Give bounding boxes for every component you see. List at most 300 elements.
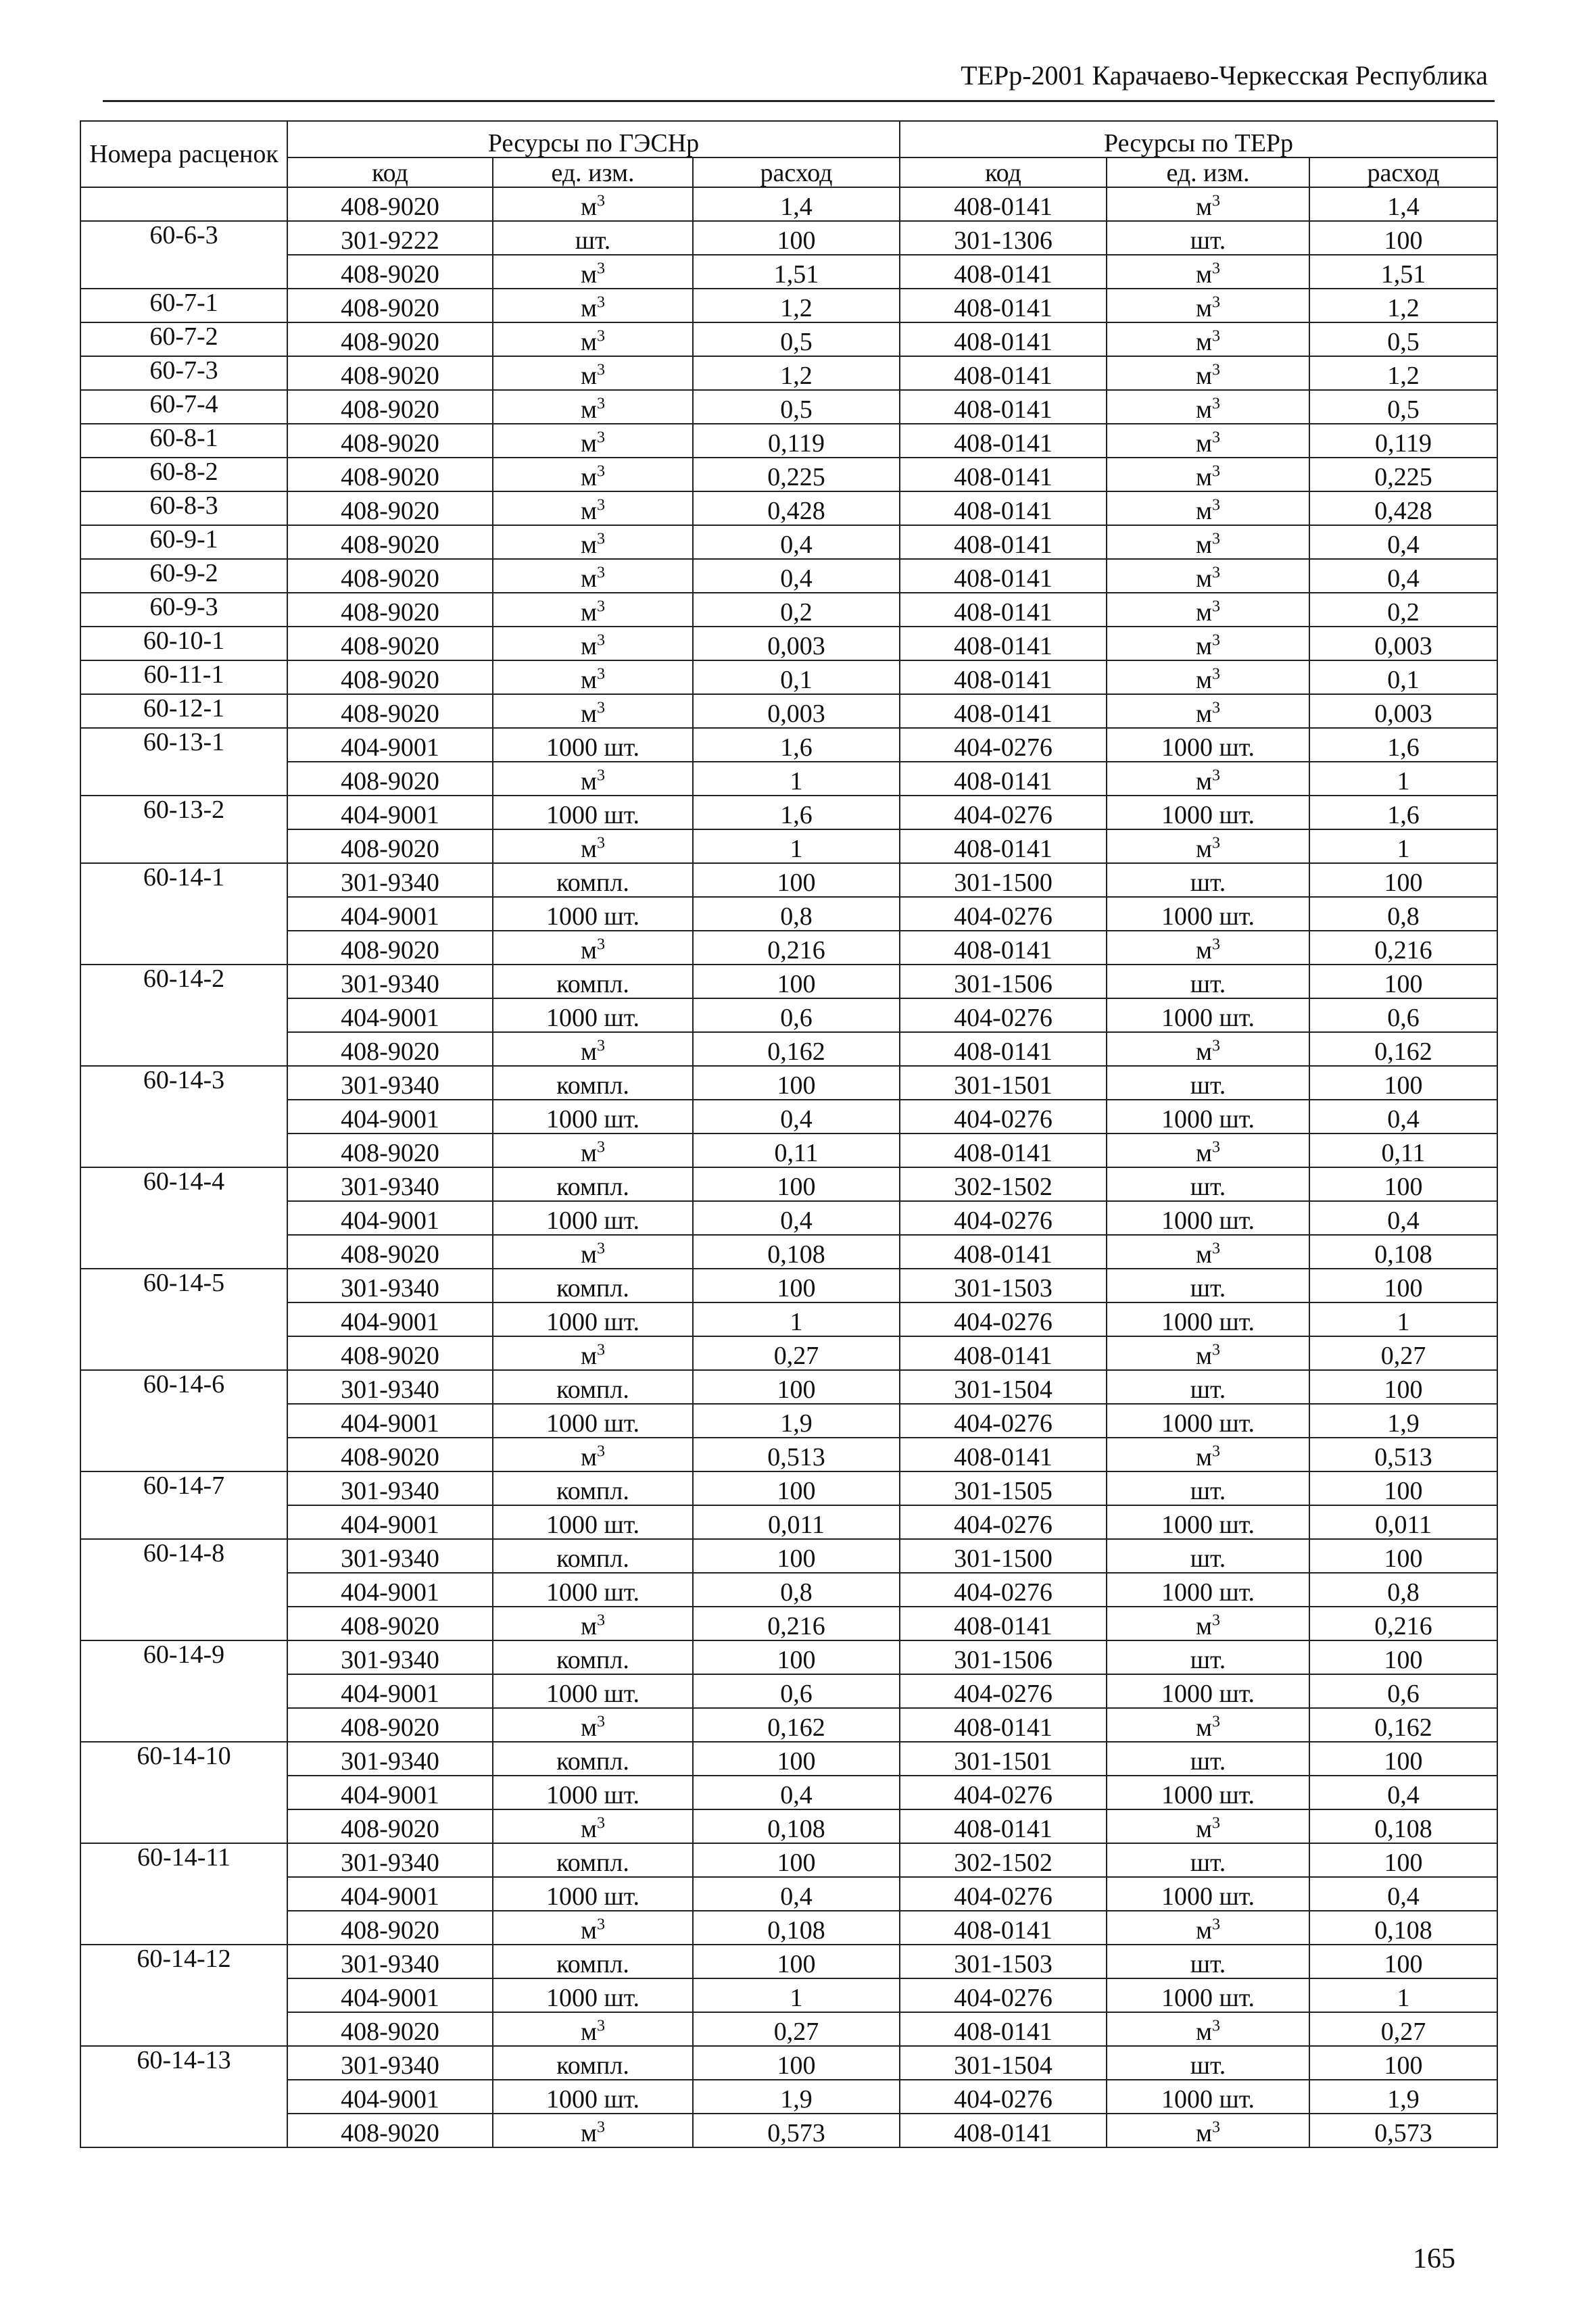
cell-gesn-unit: $м^3$: [493, 525, 693, 559]
cell-gesn-code: 408-9020: [287, 458, 493, 491]
rate-number-cell: 60-14-10: [80, 1742, 287, 1843]
rate-number-cell: 60-14-11: [80, 1843, 287, 1945]
table-subheader-row: [80, 157, 1497, 187]
cell-ter-code: 408-0141: [900, 255, 1107, 289]
table-row: [80, 1100, 1497, 1134]
cell-ter-unit: шт.: [1107, 1843, 1309, 1877]
cell-gesn-code: 408-9020: [287, 593, 493, 627]
cell-gesn-unit: компл.: [493, 1945, 693, 1978]
col-header-ter-code: код: [900, 157, 1107, 187]
cell-ter-unit: $м^3$: [1107, 1607, 1309, 1640]
cell-ter-code: 408-0141: [900, 1336, 1107, 1370]
cell-ter-qty: 1,9: [1309, 2080, 1497, 2114]
cell-gesn-unit: 1000 шт.: [493, 1674, 693, 1708]
rate-number-cell: 60-14-6: [80, 1370, 287, 1471]
cell-gesn-unit: компл.: [493, 1742, 693, 1776]
cell-gesn-code: 404-9001: [287, 998, 493, 1032]
table-row: [80, 863, 1497, 897]
cell-gesn-qty: 0,4: [693, 559, 900, 593]
cell-ter-unit: 1000 шт.: [1107, 897, 1309, 931]
cell-gesn-code: 408-9020: [287, 627, 493, 660]
cell-ter-qty: 100: [1309, 965, 1497, 998]
cell-gesn-unit: шт.: [493, 221, 693, 255]
cell-ter-qty: 100: [1309, 221, 1497, 255]
cell-gesn-unit: $м^3$: [493, 829, 693, 863]
cell-ter-code: 301-1500: [900, 1539, 1107, 1573]
rate-number-cell: 60-8-1: [80, 424, 287, 458]
cell-gesn-code: 404-9001: [287, 1201, 493, 1235]
cell-gesn-code: 408-9020: [287, 187, 493, 221]
cell-ter-code: 408-0141: [900, 356, 1107, 390]
cell-ter-code: 404-0276: [900, 1573, 1107, 1607]
cell-gesn-unit: $м^3$: [493, 1809, 693, 1843]
rate-number-cell: 60-8-3: [80, 491, 287, 525]
table-row: [80, 1776, 1497, 1809]
cell-ter-qty: 1,4: [1309, 187, 1497, 221]
rate-number-cell: 60-14-1: [80, 863, 287, 965]
cell-ter-qty: 100: [1309, 863, 1497, 897]
cell-gesn-qty: 100: [693, 1539, 900, 1573]
cell-ter-qty: 0,5: [1309, 322, 1497, 356]
table-row: [80, 255, 1497, 289]
cell-ter-unit: шт.: [1107, 2046, 1309, 2080]
cell-ter-unit: 1000 шт.: [1107, 1978, 1309, 2012]
cell-gesn-unit: $м^3$: [493, 2012, 693, 2046]
cell-ter-qty: 100: [1309, 1167, 1497, 1201]
cell-ter-unit: 1000 шт.: [1107, 1877, 1309, 1911]
cell-ter-code: 301-1501: [900, 1742, 1107, 1776]
table-body: [80, 187, 1497, 2147]
table-row: [80, 1336, 1497, 1370]
cell-gesn-unit: компл.: [493, 1167, 693, 1201]
cell-ter-qty: 0,003: [1309, 694, 1497, 728]
cell-ter-qty: 1,2: [1309, 356, 1497, 390]
col-header-gesn-code: код: [287, 157, 493, 187]
cell-ter-unit: 1000 шт.: [1107, 728, 1309, 762]
cell-gesn-code: 404-9001: [287, 1573, 493, 1607]
cell-ter-qty: 0,8: [1309, 1573, 1497, 1607]
cell-ter-qty: 1,2: [1309, 289, 1497, 322]
cell-gesn-qty: 100: [693, 1945, 900, 1978]
cell-ter-unit: шт.: [1107, 221, 1309, 255]
cell-ter-code: 408-0141: [900, 390, 1107, 424]
cell-gesn-unit: 1000 шт.: [493, 1404, 693, 1438]
table-row: [80, 221, 1497, 255]
cell-gesn-unit: $м^3$: [493, 356, 693, 390]
cell-gesn-unit: 1000 шт.: [493, 1100, 693, 1134]
col-header-gesn-unit: ед. изм.: [493, 157, 693, 187]
cell-ter-qty: 0,6: [1309, 1674, 1497, 1708]
cell-gesn-qty: 100: [693, 1640, 900, 1674]
table-row: [80, 1573, 1497, 1607]
cell-gesn-code: 301-9340: [287, 1370, 493, 1404]
cell-gesn-qty: 0,5: [693, 390, 900, 424]
cell-ter-code: 408-0141: [900, 187, 1107, 221]
cell-ter-qty: 0,4: [1309, 1100, 1497, 1134]
cell-ter-qty: 0,216: [1309, 1607, 1497, 1640]
cell-gesn-qty: 0,003: [693, 694, 900, 728]
cell-ter-unit: 1000 шт.: [1107, 1573, 1309, 1607]
table-row: [80, 1607, 1497, 1640]
cell-gesn-code: 301-9340: [287, 1269, 493, 1302]
table-row: [80, 1640, 1497, 1674]
cell-gesn-qty: 100: [693, 863, 900, 897]
cell-gesn-code: 404-9001: [287, 1877, 493, 1911]
rate-number-cell: 60-14-9: [80, 1640, 287, 1742]
table-row: [80, 1032, 1497, 1066]
cell-gesn-qty: 1: [693, 1302, 900, 1336]
cell-gesn-unit: $м^3$: [493, 762, 693, 796]
cell-gesn-qty: 0,2: [693, 593, 900, 627]
cell-gesn-qty: 0,4: [693, 525, 900, 559]
table-row: [80, 1978, 1497, 2012]
cell-ter-unit: шт.: [1107, 1539, 1309, 1573]
cell-ter-code: 404-0276: [900, 1201, 1107, 1235]
cell-gesn-code: 408-9020: [287, 694, 493, 728]
cell-gesn-code: 301-9340: [287, 1945, 493, 1978]
cell-ter-code: 301-1503: [900, 1945, 1107, 1978]
cell-ter-unit: $м^3$: [1107, 829, 1309, 863]
cell-ter-qty: 1: [1309, 1978, 1497, 2012]
cell-gesn-code: 301-9340: [287, 1066, 493, 1100]
table-header-row: [80, 121, 1497, 157]
cell-gesn-code: 301-9340: [287, 1843, 493, 1877]
cell-ter-code: 404-0276: [900, 1100, 1107, 1134]
table-row: [80, 1877, 1497, 1911]
col-header-numbers: Номера расценок: [80, 121, 287, 187]
cell-gesn-unit: $м^3$: [493, 255, 693, 289]
cell-ter-qty: 0,119: [1309, 424, 1497, 458]
cell-gesn-code: 408-9020: [287, 762, 493, 796]
cell-ter-code: 404-0276: [900, 1302, 1107, 1336]
cell-ter-unit: $м^3$: [1107, 660, 1309, 694]
page-number: 165: [1413, 2243, 1455, 2274]
table-row: [80, 187, 1497, 221]
table-row: [80, 728, 1497, 762]
cell-ter-unit: 1000 шт.: [1107, 1776, 1309, 1809]
cell-gesn-qty: 100: [693, 965, 900, 998]
table-row: [80, 2046, 1497, 2080]
cell-ter-qty: 1,6: [1309, 728, 1497, 762]
cell-gesn-qty: 0,428: [693, 491, 900, 525]
cell-ter-code: 408-0141: [900, 458, 1107, 491]
cell-ter-qty: 100: [1309, 1066, 1497, 1100]
cell-ter-unit: $м^3$: [1107, 525, 1309, 559]
cell-ter-code: 408-0141: [900, 424, 1107, 458]
cell-gesn-code: 408-9020: [287, 322, 493, 356]
rate-number-cell: 60-6-3: [80, 221, 287, 289]
cell-gesn-code: 408-9020: [287, 1235, 493, 1269]
cell-ter-unit: $м^3$: [1107, 1708, 1309, 1742]
cell-ter-unit: шт.: [1107, 1269, 1309, 1302]
cell-gesn-qty: 100: [693, 1843, 900, 1877]
cell-ter-unit: 1000 шт.: [1107, 796, 1309, 829]
col-header-ter-qty: расход: [1309, 157, 1497, 187]
cell-gesn-qty: 1,2: [693, 356, 900, 390]
cell-gesn-code: 301-9340: [287, 1167, 493, 1201]
cell-gesn-qty: 0,225: [693, 458, 900, 491]
cell-gesn-code: 404-9001: [287, 1302, 493, 1336]
cell-ter-unit: шт.: [1107, 1167, 1309, 1201]
rate-number-cell: 60-14-4: [80, 1167, 287, 1269]
cell-ter-qty: 1,9: [1309, 1404, 1497, 1438]
cell-ter-unit: $м^3$: [1107, 2012, 1309, 2046]
cell-ter-unit: 1000 шт.: [1107, 1100, 1309, 1134]
cell-gesn-unit: компл.: [493, 2046, 693, 2080]
cell-gesn-unit: 1000 шт.: [493, 728, 693, 762]
cell-gesn-code: 404-9001: [287, 897, 493, 931]
cell-gesn-qty: 0,216: [693, 931, 900, 965]
cell-ter-qty: 100: [1309, 1640, 1497, 1674]
cell-gesn-unit: компл.: [493, 1539, 693, 1573]
table-row: [80, 829, 1497, 863]
cell-gesn-unit: 1000 шт.: [493, 1573, 693, 1607]
cell-gesn-unit: 1000 шт.: [493, 796, 693, 829]
cell-gesn-qty: 0,4: [693, 1100, 900, 1134]
cell-gesn-code: 408-9020: [287, 2114, 493, 2147]
table-row: [80, 1911, 1497, 1945]
cell-gesn-qty: 100: [693, 1269, 900, 1302]
table-row: [80, 1269, 1497, 1302]
cell-gesn-qty: 0,162: [693, 1032, 900, 1066]
cell-gesn-qty: 0,4: [693, 1877, 900, 1911]
cell-gesn-qty: 0,162: [693, 1708, 900, 1742]
cell-ter-code: 404-0276: [900, 1674, 1107, 1708]
cell-ter-qty: 0,108: [1309, 1911, 1497, 1945]
cell-gesn-unit: $м^3$: [493, 289, 693, 322]
cell-gesn-qty: 0,513: [693, 1438, 900, 1471]
cell-gesn-unit: $м^3$: [493, 1438, 693, 1471]
cell-gesn-unit: $м^3$: [493, 1235, 693, 1269]
cell-gesn-qty: 0,1: [693, 660, 900, 694]
cell-gesn-unit: $м^3$: [493, 1336, 693, 1370]
cell-ter-qty: 100: [1309, 1269, 1497, 1302]
cell-ter-qty: 0,216: [1309, 931, 1497, 965]
cell-gesn-qty: 100: [693, 1370, 900, 1404]
cell-ter-qty: 0,5: [1309, 390, 1497, 424]
cell-gesn-code: 404-9001: [287, 2080, 493, 2114]
cell-gesn-unit: $м^3$: [493, 931, 693, 965]
cell-ter-qty: 100: [1309, 1742, 1497, 1776]
cell-ter-code: 408-0141: [900, 2012, 1107, 2046]
cell-gesn-unit: $м^3$: [493, 1911, 693, 1945]
cell-gesn-qty: 1,6: [693, 796, 900, 829]
table-row: [80, 2012, 1497, 2046]
cell-gesn-qty: 0,6: [693, 1674, 900, 1708]
cell-ter-qty: 0,27: [1309, 2012, 1497, 2046]
cell-ter-code: 404-0276: [900, 897, 1107, 931]
rate-number-cell: 60-8-2: [80, 458, 287, 491]
rate-number-cell: 60-14-5: [80, 1269, 287, 1370]
rate-number-cell: 60-12-1: [80, 694, 287, 728]
table-row: [80, 998, 1497, 1032]
cell-gesn-code: 408-9020: [287, 424, 493, 458]
cell-gesn-qty: 1: [693, 829, 900, 863]
table-row: [80, 1302, 1497, 1336]
cell-gesn-qty: 0,573: [693, 2114, 900, 2147]
table-row: [80, 694, 1497, 728]
cell-ter-qty: 0,8: [1309, 897, 1497, 931]
cell-gesn-qty: 0,108: [693, 1235, 900, 1269]
cell-gesn-code: 408-9020: [287, 1336, 493, 1370]
table-row: [80, 1843, 1497, 1877]
table-row: [80, 1134, 1497, 1167]
cell-gesn-qty: 1,51: [693, 255, 900, 289]
cell-ter-qty: 0,4: [1309, 1776, 1497, 1809]
cell-gesn-unit: 1000 шт.: [493, 1978, 693, 2012]
cell-ter-code: 404-0276: [900, 1776, 1107, 1809]
cell-ter-code: 404-0276: [900, 796, 1107, 829]
cell-ter-code: 404-0276: [900, 1978, 1107, 2012]
cell-ter-code: 408-0141: [900, 1911, 1107, 1945]
cell-gesn-code: 301-9340: [287, 1539, 493, 1573]
cell-ter-code: 301-1504: [900, 2046, 1107, 2080]
cell-ter-unit: $м^3$: [1107, 289, 1309, 322]
cell-ter-unit: $м^3$: [1107, 931, 1309, 965]
cell-gesn-code: 301-9340: [287, 863, 493, 897]
cell-ter-qty: 1,51: [1309, 255, 1497, 289]
cell-ter-code: 408-0141: [900, 1438, 1107, 1471]
cell-gesn-unit: $м^3$: [493, 1607, 693, 1640]
table-row: [80, 458, 1497, 491]
cell-ter-qty: 0,4: [1309, 559, 1497, 593]
cell-gesn-code: 408-9020: [287, 1607, 493, 1640]
table-row: [80, 965, 1497, 998]
cell-ter-qty: 100: [1309, 1539, 1497, 1573]
cell-gesn-code: 408-9020: [287, 1911, 493, 1945]
cell-gesn-unit: $м^3$: [493, 424, 693, 458]
cell-ter-code: 301-1506: [900, 965, 1107, 998]
cell-gesn-qty: 100: [693, 1471, 900, 1505]
col-group-gesn: Ресурсы по ГЭСНр: [287, 121, 900, 157]
table-row: [80, 1505, 1497, 1539]
cell-ter-qty: 0,4: [1309, 1877, 1497, 1911]
rate-number-cell: 60-13-1: [80, 728, 287, 796]
cell-gesn-code: 404-9001: [287, 1776, 493, 1809]
cell-ter-unit: $м^3$: [1107, 762, 1309, 796]
cell-ter-unit: 1000 шт.: [1107, 1201, 1309, 1235]
table-row: [80, 1945, 1497, 1978]
cell-ter-code: 408-0141: [900, 660, 1107, 694]
table-row: [80, 1404, 1497, 1438]
cell-gesn-qty: 0,6: [693, 998, 900, 1032]
cell-gesn-qty: 0,27: [693, 1336, 900, 1370]
col-header-gesn-qty: расход: [693, 157, 900, 187]
cell-gesn-qty: 0,011: [693, 1505, 900, 1539]
cell-ter-unit: $м^3$: [1107, 593, 1309, 627]
cell-gesn-code: 404-9001: [287, 796, 493, 829]
table-row: [80, 390, 1497, 424]
rate-number-cell: 60-14-7: [80, 1471, 287, 1539]
table-row: [80, 356, 1497, 390]
cell-ter-qty: 0,573: [1309, 2114, 1497, 2147]
table-row: [80, 1471, 1497, 1505]
table-row: [80, 1167, 1497, 1201]
cell-gesn-code: 408-9020: [287, 1438, 493, 1471]
cell-ter-code: 404-0276: [900, 998, 1107, 1032]
cell-gesn-code: 408-9020: [287, 390, 493, 424]
cell-ter-code: 408-0141: [900, 289, 1107, 322]
table-row: [80, 1742, 1497, 1776]
table-row: [80, 931, 1497, 965]
rate-number-cell: 60-9-2: [80, 559, 287, 593]
cell-ter-qty: 0,4: [1309, 1201, 1497, 1235]
cell-ter-qty: 0,513: [1309, 1438, 1497, 1471]
cell-gesn-unit: 1000 шт.: [493, 1302, 693, 1336]
cell-ter-unit: 1000 шт.: [1107, 1505, 1309, 1539]
header-rule: [103, 100, 1495, 102]
cell-gesn-qty: 0,108: [693, 1911, 900, 1945]
cell-ter-code: 302-1502: [900, 1167, 1107, 1201]
cell-ter-qty: 0,162: [1309, 1708, 1497, 1742]
cell-gesn-qty: 1: [693, 1978, 900, 2012]
cell-gesn-code: 408-9020: [287, 1708, 493, 1742]
cell-gesn-code: 408-9020: [287, 829, 493, 863]
table-row: [80, 424, 1497, 458]
cell-gesn-qty: 100: [693, 1742, 900, 1776]
cell-ter-unit: $м^3$: [1107, 1911, 1309, 1945]
cell-gesn-unit: компл.: [493, 965, 693, 998]
cell-gesn-code: 408-9020: [287, 255, 493, 289]
cell-gesn-unit: $м^3$: [493, 390, 693, 424]
cell-ter-qty: 0,225: [1309, 458, 1497, 491]
cell-ter-code: 408-0141: [900, 1235, 1107, 1269]
col-header-ter-unit: ед. изм.: [1107, 157, 1309, 187]
cell-gesn-qty: 0,003: [693, 627, 900, 660]
cell-ter-unit: 1000 шт.: [1107, 1404, 1309, 1438]
cell-gesn-code: 408-9020: [287, 356, 493, 390]
cell-gesn-code: 301-9340: [287, 1742, 493, 1776]
cell-gesn-code: 301-9340: [287, 965, 493, 998]
cell-ter-code: 301-1505: [900, 1471, 1107, 1505]
cell-gesn-qty: 1,2: [693, 289, 900, 322]
table-row: [80, 593, 1497, 627]
cell-gesn-unit: 1000 шт.: [493, 897, 693, 931]
cell-ter-code: 301-1500: [900, 863, 1107, 897]
table-row: [80, 322, 1497, 356]
cell-gesn-qty: 0,8: [693, 897, 900, 931]
rate-number-cell: 60-14-2: [80, 965, 287, 1066]
cell-ter-qty: 1: [1309, 1302, 1497, 1336]
cell-gesn-code: 408-9020: [287, 1134, 493, 1167]
cell-gesn-unit: $м^3$: [493, 1134, 693, 1167]
cell-ter-unit: $м^3$: [1107, 1438, 1309, 1471]
cell-gesn-qty: 0,119: [693, 424, 900, 458]
rate-number-cell: 60-14-3: [80, 1066, 287, 1167]
cell-gesn-unit: $м^3$: [493, 593, 693, 627]
rate-number-cell: 60-7-2: [80, 322, 287, 356]
cell-ter-code: 302-1502: [900, 1843, 1107, 1877]
rate-number-cell: 60-7-1: [80, 289, 287, 322]
cell-gesn-unit: компл.: [493, 1370, 693, 1404]
table-row: [80, 1066, 1497, 1100]
cell-ter-unit: $м^3$: [1107, 356, 1309, 390]
table-row: [80, 1674, 1497, 1708]
cell-gesn-qty: 0,4: [693, 1201, 900, 1235]
rate-number-cell: 60-13-2: [80, 796, 287, 863]
cell-ter-unit: шт.: [1107, 863, 1309, 897]
cell-ter-code: 408-0141: [900, 2114, 1107, 2147]
running-header: ТЕРр-2001 Карачаево-Черкесская Республика: [961, 60, 1488, 91]
rate-number-cell: 60-11-1: [80, 660, 287, 694]
table-row: [80, 491, 1497, 525]
cell-gesn-qty: 0,5: [693, 322, 900, 356]
cell-ter-qty: 0,108: [1309, 1809, 1497, 1843]
table-row: [80, 559, 1497, 593]
cell-ter-code: 301-1306: [900, 221, 1107, 255]
cell-ter-qty: 1: [1309, 829, 1497, 863]
cell-gesn-unit: $м^3$: [493, 1708, 693, 1742]
